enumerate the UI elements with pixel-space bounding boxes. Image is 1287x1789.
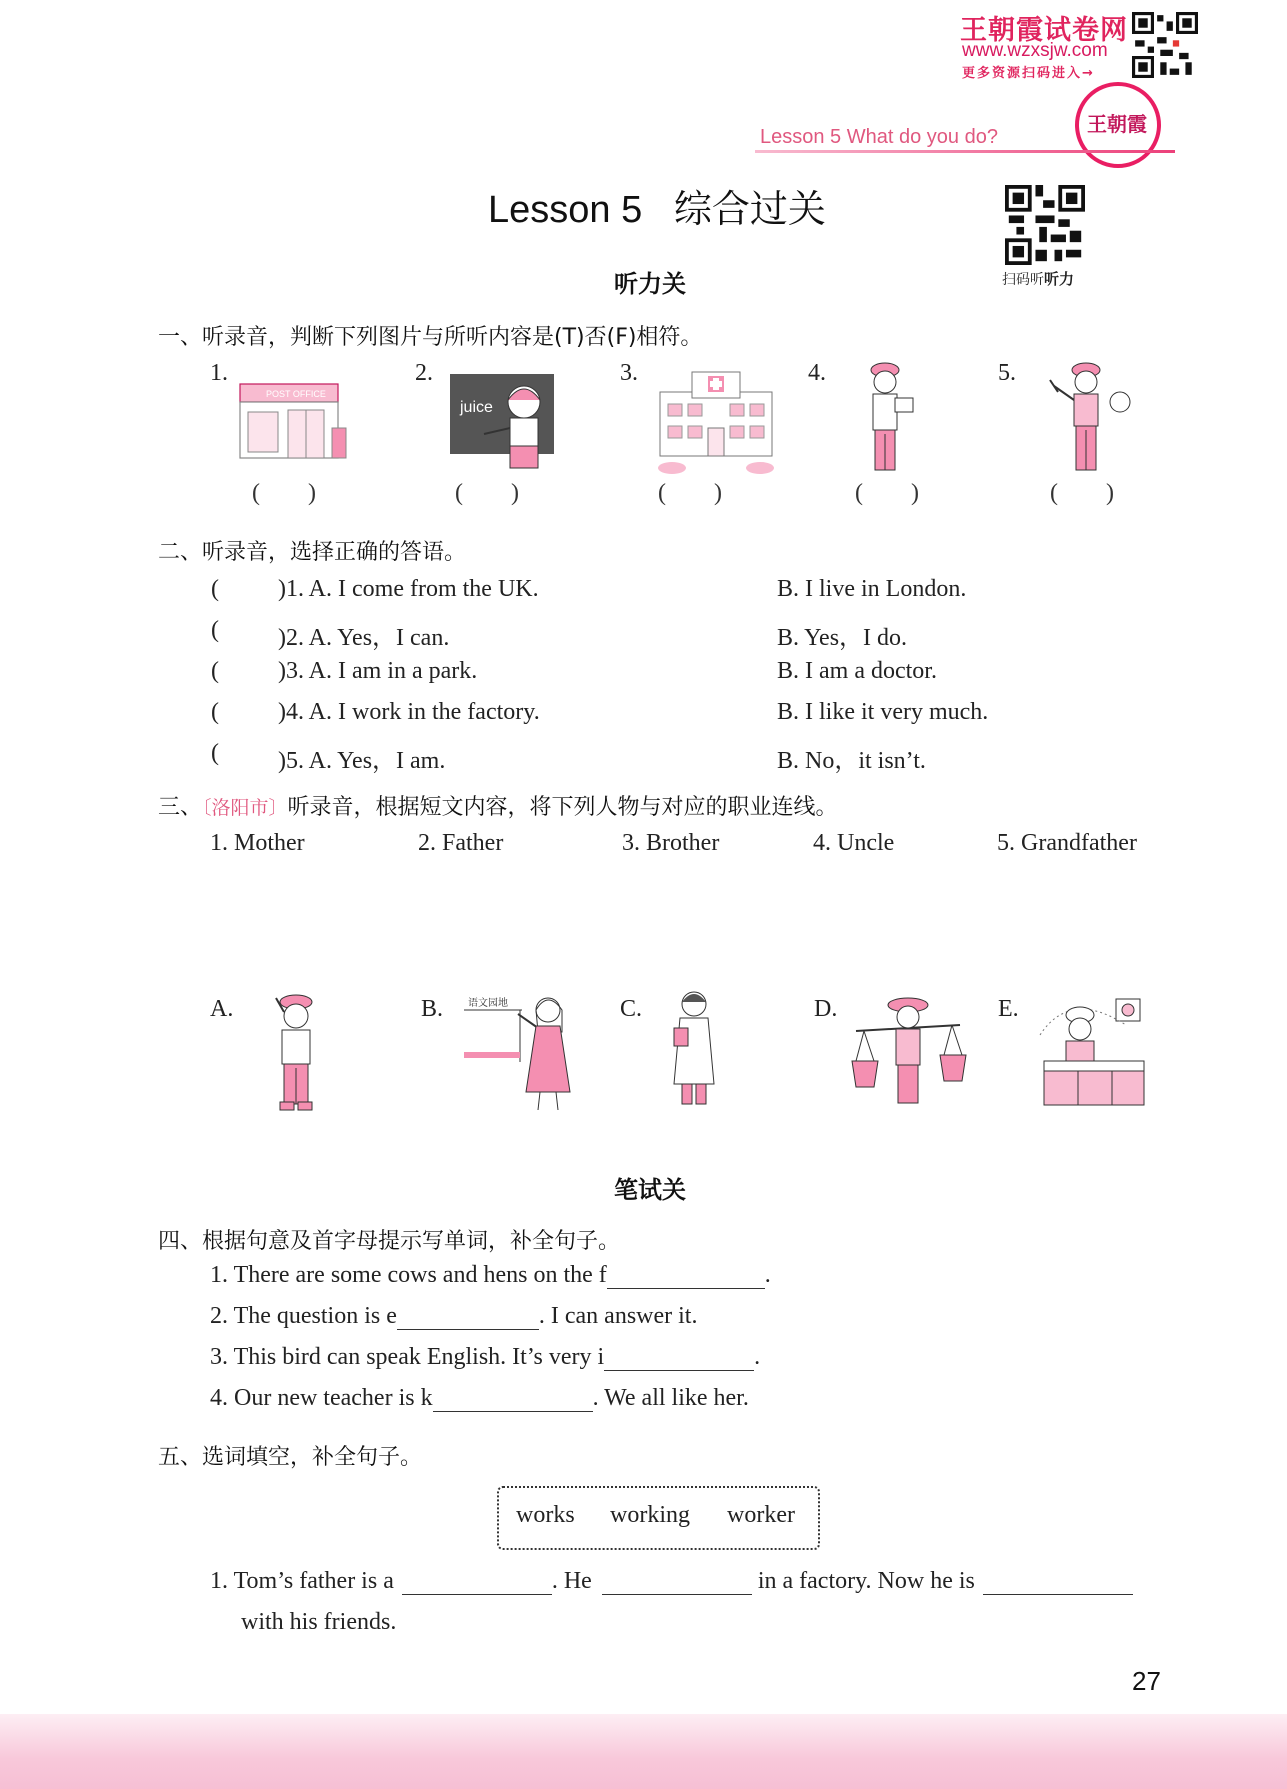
q3-person[interactable]: 5. Grandfather [997,830,1137,856]
brand-title: 王朝霞试卷网 [960,15,1128,46]
listening-section-header: 听力关 [614,270,686,298]
q4-sentence: 4. Our new teacher is k . We all like her. [210,1385,749,1411]
footer-band [0,1714,1287,1789]
q5-sentence-continued: with his friends. [241,1609,397,1635]
teacher-blackboard-illustration [462,992,582,1117]
q2-option-a: )3. A. I am in a park. [278,658,478,684]
writing-section-header: 笔试关 [614,1176,686,1204]
q2-option-a: )1. A. I come from the UK. [278,576,539,602]
svg-text:juice: juice [460,399,493,416]
brand-url[interactable]: www.wzxsjw.com [962,40,1108,61]
q4-sentence: 2. The question is e . I can answer it. [210,1303,698,1329]
cook-kitchen-illustration [1030,995,1148,1113]
q2-option-b: B. I live in London. [777,576,967,602]
q2-option-b: B. Yes，I do. [777,625,908,651]
answer-paren-open[interactable]: ( [211,576,219,602]
farmer-illustration [848,995,968,1113]
q5-sentence: 1. Tom’s father is a . He in a factory. Now he is [210,1568,1133,1595]
word-option[interactable]: working [610,1502,690,1528]
q1-number: 4. [808,360,826,386]
answer-paren[interactable]: ( ) [855,480,919,506]
fill-blank[interactable] [607,1263,765,1289]
svg-text:语文园地: 语文园地 [468,998,508,1009]
q2-option-b: B. No，it isn’t. [777,748,926,774]
answer-paren[interactable]: ( ) [455,480,519,506]
q3-letter[interactable]: E. [998,996,1019,1022]
post-office-illustration [236,380,352,464]
q1-number: 5. [998,360,1016,386]
q2-option-a: )5. A. Yes，I am. [278,748,446,774]
svg-text:POST OFFICE: POST OFFICE [266,389,326,399]
q2-option-b: B. I am a doctor. [777,658,937,684]
q3-person[interactable]: 1. Mother [210,830,305,856]
q2-title: 二、听录音，选择正确的答语。 [158,540,467,565]
answer-paren[interactable]: ( ) [658,480,722,506]
q4-title: 四、根据句意及首字母提示写单词，补全句子。 [158,1229,621,1254]
q2-option-a: )2. A. Yes，I can. [278,625,450,651]
hospital-illustration [652,368,780,478]
q3-letter[interactable]: C. [620,996,643,1022]
header-divider [755,150,1175,153]
q1-number: 2. [415,360,433,386]
q1-number: 1. [210,360,228,386]
word-option[interactable]: works [516,1502,575,1528]
q3-letter[interactable]: D. [814,996,838,1022]
word-option[interactable]: worker [727,1502,795,1528]
q3-person[interactable]: 2. Father [418,830,504,856]
q3-person[interactable]: 3. Brother [622,830,720,856]
q3-letter[interactable]: B. [421,996,444,1022]
answer-paren[interactable]: ( ) [1050,480,1114,506]
fill-blank[interactable] [983,1569,1133,1595]
q1-title: 一、听录音，判断下列图片与所听内容是(T)否(F)相符。 [158,325,703,350]
answer-paren-open[interactable]: ( [211,617,219,643]
region-tag: 〔洛阳市〕 [202,797,288,819]
answer-paren[interactable]: ( ) [252,480,316,506]
q2-option-a: )4. A. I work in the factory. [278,699,540,725]
q2-option-b: B. I like it very much. [777,699,989,725]
fill-blank[interactable] [397,1304,539,1330]
fill-blank[interactable] [433,1386,593,1412]
word-bank [497,1486,820,1550]
q3-person[interactable]: 4. Uncle [813,830,895,856]
answer-paren-open[interactable]: ( [211,658,219,684]
fill-blank[interactable] [402,1569,552,1595]
q1-number: 3. [620,360,638,386]
police-officer-illustration [262,990,332,1115]
brand-more-text: 更多资源扫码进入→ [962,66,1095,81]
qr-code-icon[interactable] [1132,12,1198,78]
listening-qr-code-icon[interactable] [1005,185,1085,265]
answer-paren-open[interactable]: ( [211,740,219,766]
brand-seal-logo: 王朝霞 [1075,82,1161,168]
q4-sentence: 3. This bird can speak English. It’s very i . [210,1344,761,1370]
running-header: Lesson 5 What do you do? [760,126,998,148]
doctor-illustration [660,988,730,1116]
postman-illustration [855,358,925,476]
teacher-juice-illustration [448,372,558,472]
q3-title: 三、〔洛阳市〕听录音，根据短文内容，将下列人物与对应的职业连线。 [158,795,838,820]
page-number: 27 [1132,1666,1161,1696]
q5-title: 五、选词填空，补全句子。 [158,1445,423,1470]
fill-blank[interactable] [604,1345,754,1371]
answer-paren-open[interactable]: ( [211,699,219,725]
page-title: Lesson 5 综合过关 [488,189,826,231]
cook-illustration [1040,360,1136,476]
qr-label: 扫码听听力 [1002,270,1075,288]
q4-sentence: 1. There are some cows and hens on the f . [210,1262,771,1288]
q3-letter[interactable]: A. [210,996,234,1022]
fill-blank[interactable] [602,1569,752,1595]
